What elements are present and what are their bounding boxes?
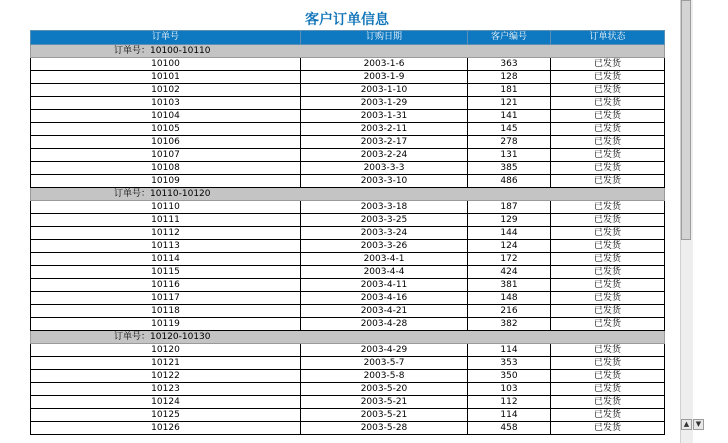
cell-order-date: 2003-5-20 — [301, 383, 468, 396]
cell-order-date: 2003-5-21 — [301, 396, 468, 409]
cell-order-no: 10113 — [31, 240, 301, 253]
table-row[interactable] — [31, 71, 665, 84]
scroll-down-button[interactable] — [693, 419, 704, 430]
cell-order-status: 已发货 — [551, 149, 665, 162]
cell-customer-no: 131 — [468, 149, 551, 162]
cell-order-status: 已发货 — [551, 175, 665, 188]
cell-order-date: 2003-4-28 — [301, 318, 468, 331]
right-margin — [693, 0, 728, 443]
cell-customer-no: 353 — [468, 357, 551, 370]
cell-customer-no: 424 — [468, 266, 551, 279]
table-row[interactable] — [31, 422, 665, 435]
cell-order-date: 2003-5-21 — [301, 409, 468, 422]
cell-customer-no: 121 — [468, 97, 551, 110]
cell-customer-no: 385 — [468, 162, 551, 175]
cell-order-no: 10125 — [31, 409, 301, 422]
cell-order-date: 2003-2-11 — [301, 123, 468, 136]
table-row[interactable] — [31, 344, 665, 357]
cell-order-no: 10122 — [31, 370, 301, 383]
cell-order-no: 10114 — [31, 253, 301, 266]
cell-order-status: 已发货 — [551, 97, 665, 110]
table-row[interactable] — [31, 201, 665, 214]
cell-customer-no: 124 — [468, 240, 551, 253]
cell-order-status: 已发货 — [551, 396, 665, 409]
cell-order-no: 10104 — [31, 110, 301, 123]
cell-order-date: 2003-1-29 — [301, 97, 468, 110]
table-row[interactable] — [31, 318, 665, 331]
cell-order-status: 已发货 — [551, 71, 665, 84]
group-header-row — [31, 331, 665, 344]
cell-customer-no: 103 — [468, 383, 551, 396]
cell-customer-no: 181 — [468, 84, 551, 97]
group-header-row — [31, 188, 665, 201]
column-header-order-date: 订购日期 — [301, 31, 468, 45]
table-row[interactable] — [31, 227, 665, 240]
group-label: 订单号：10110-10120 — [31, 188, 665, 201]
cell-order-date: 2003-3-18 — [301, 201, 468, 214]
cell-order-date: 2003-4-11 — [301, 279, 468, 292]
cell-order-no: 10119 — [31, 318, 301, 331]
cell-order-date: 2003-4-4 — [301, 266, 468, 279]
cell-customer-no: 382 — [468, 318, 551, 331]
cell-customer-no: 278 — [468, 136, 551, 149]
report-title: 客户订单信息 — [305, 12, 389, 28]
table-row[interactable] — [31, 58, 665, 71]
cell-order-date: 2003-1-31 — [301, 110, 468, 123]
cell-order-status: 已发货 — [551, 110, 665, 123]
cell-order-date: 2003-5-28 — [301, 422, 468, 435]
cell-order-date: 2003-4-16 — [301, 292, 468, 305]
cell-customer-no: 114 — [468, 344, 551, 357]
cell-order-date: 2003-2-17 — [301, 136, 468, 149]
cell-order-date: 2003-1-6 — [301, 58, 468, 71]
cell-order-status: 已发货 — [551, 162, 665, 175]
scroll-up-button[interactable] — [681, 419, 692, 430]
cell-order-no: 10110 — [31, 201, 301, 214]
cell-order-status: 已发货 — [551, 292, 665, 305]
cell-customer-no: 187 — [468, 201, 551, 214]
cell-order-date: 2003-5-8 — [301, 370, 468, 383]
cell-order-date: 2003-4-29 — [301, 344, 468, 357]
cell-order-no: 10105 — [31, 123, 301, 136]
cell-order-no: 10120 — [31, 344, 301, 357]
cell-order-status: 已发货 — [551, 357, 665, 370]
cell-customer-no: 128 — [468, 71, 551, 84]
column-header-customer-no: 客户编号 — [468, 31, 551, 45]
table-header-row — [31, 31, 665, 45]
cell-order-date: 2003-3-26 — [301, 240, 468, 253]
table-row[interactable] — [31, 357, 665, 370]
table-row[interactable] — [31, 214, 665, 227]
table-row[interactable] — [31, 279, 665, 292]
cell-order-status: 已发货 — [551, 84, 665, 97]
table-row[interactable] — [31, 84, 665, 97]
cell-order-status: 已发货 — [551, 409, 665, 422]
cell-order-no: 10126 — [31, 422, 301, 435]
chevron-down-icon: ▼ — [695, 420, 702, 428]
cell-customer-no: 112 — [468, 396, 551, 409]
group-header-row — [31, 45, 665, 58]
table-row[interactable] — [31, 305, 665, 318]
cell-order-no: 10103 — [31, 97, 301, 110]
table-row[interactable] — [31, 396, 665, 409]
cell-order-date: 2003-1-10 — [301, 84, 468, 97]
column-header-order-status: 订单状态 — [551, 31, 665, 45]
cell-order-status: 已发货 — [551, 227, 665, 240]
cell-order-status: 已发货 — [551, 279, 665, 292]
table-row[interactable] — [31, 110, 665, 123]
cell-customer-no: 129 — [468, 214, 551, 227]
chevron-up-icon: ▲ — [683, 420, 690, 428]
cell-order-status: 已发货 — [551, 214, 665, 227]
cell-order-no: 10121 — [31, 357, 301, 370]
cell-order-no: 10102 — [31, 84, 301, 97]
cell-order-status: 已发货 — [551, 305, 665, 318]
cell-customer-no: 148 — [468, 292, 551, 305]
table-row[interactable] — [31, 175, 665, 188]
table-row[interactable] — [31, 383, 665, 396]
table-row[interactable] — [31, 136, 665, 149]
cell-customer-no: 141 — [468, 110, 551, 123]
cell-customer-no: 172 — [468, 253, 551, 266]
cell-customer-no: 144 — [468, 227, 551, 240]
cell-order-status: 已发货 — [551, 136, 665, 149]
cell-order-date: 2003-4-21 — [301, 305, 468, 318]
cell-order-status: 已发货 — [551, 201, 665, 214]
cell-order-no: 10116 — [31, 279, 301, 292]
cell-order-status: 已发货 — [551, 58, 665, 71]
cell-customer-no: 363 — [468, 58, 551, 71]
table-row[interactable] — [31, 240, 665, 253]
cell-order-date: 2003-3-25 — [301, 214, 468, 227]
cell-customer-no: 216 — [468, 305, 551, 318]
cell-order-status: 已发货 — [551, 344, 665, 357]
cell-order-status: 已发货 — [551, 123, 665, 136]
cell-order-no: 10106 — [31, 136, 301, 149]
table-row[interactable] — [31, 123, 665, 136]
cell-order-status: 已发货 — [551, 383, 665, 396]
group-label: 订单号：10100-10110 — [31, 45, 665, 58]
cell-order-no: 10101 — [31, 71, 301, 84]
scrollbar-thumb[interactable] — [681, 0, 691, 240]
table-row[interactable] — [31, 266, 665, 279]
table-row[interactable] — [31, 370, 665, 383]
cell-customer-no: 114 — [468, 409, 551, 422]
table-row[interactable] — [31, 149, 665, 162]
table-row[interactable] — [31, 409, 665, 422]
cell-order-date: 2003-3-10 — [301, 175, 468, 188]
cell-order-no: 10112 — [31, 227, 301, 240]
cell-order-status: 已发货 — [551, 240, 665, 253]
cell-customer-no: 145 — [468, 123, 551, 136]
table-row[interactable] — [31, 253, 665, 266]
cell-order-status: 已发货 — [551, 266, 665, 279]
table-row[interactable] — [31, 162, 665, 175]
cell-order-no: 10100 — [31, 58, 301, 71]
cell-order-status: 已发货 — [551, 370, 665, 383]
cell-order-no: 10124 — [31, 396, 301, 409]
cell-order-no: 10107 — [31, 149, 301, 162]
cell-order-no: 10123 — [31, 383, 301, 396]
cell-order-date: 2003-3-24 — [301, 227, 468, 240]
cell-order-date: 2003-4-1 — [301, 253, 468, 266]
cell-customer-no: 350 — [468, 370, 551, 383]
cell-order-no: 10109 — [31, 175, 301, 188]
table-row[interactable] — [31, 292, 665, 305]
cell-customer-no: 381 — [468, 279, 551, 292]
cell-order-no: 10118 — [31, 305, 301, 318]
cell-order-status: 已发货 — [551, 422, 665, 435]
cell-order-date: 2003-1-9 — [301, 71, 468, 84]
cell-customer-no: 486 — [468, 175, 551, 188]
cell-order-date: 2003-2-24 — [301, 149, 468, 162]
cell-order-status: 已发货 — [551, 253, 665, 266]
cell-order-no: 10108 — [31, 162, 301, 175]
table-row[interactable] — [31, 97, 665, 110]
cell-order-no: 10117 — [31, 292, 301, 305]
cell-order-date: 2003-5-7 — [301, 357, 468, 370]
orders-table — [30, 30, 665, 435]
column-header-order-no: 订单号 — [31, 31, 301, 45]
cell-order-status: 已发货 — [551, 318, 665, 331]
cell-order-date: 2003-3-3 — [301, 162, 468, 175]
cell-order-no: 10111 — [31, 214, 301, 227]
group-label: 订单号：10120-10130 — [31, 331, 665, 344]
cell-order-no: 10115 — [31, 266, 301, 279]
cell-customer-no: 458 — [468, 422, 551, 435]
